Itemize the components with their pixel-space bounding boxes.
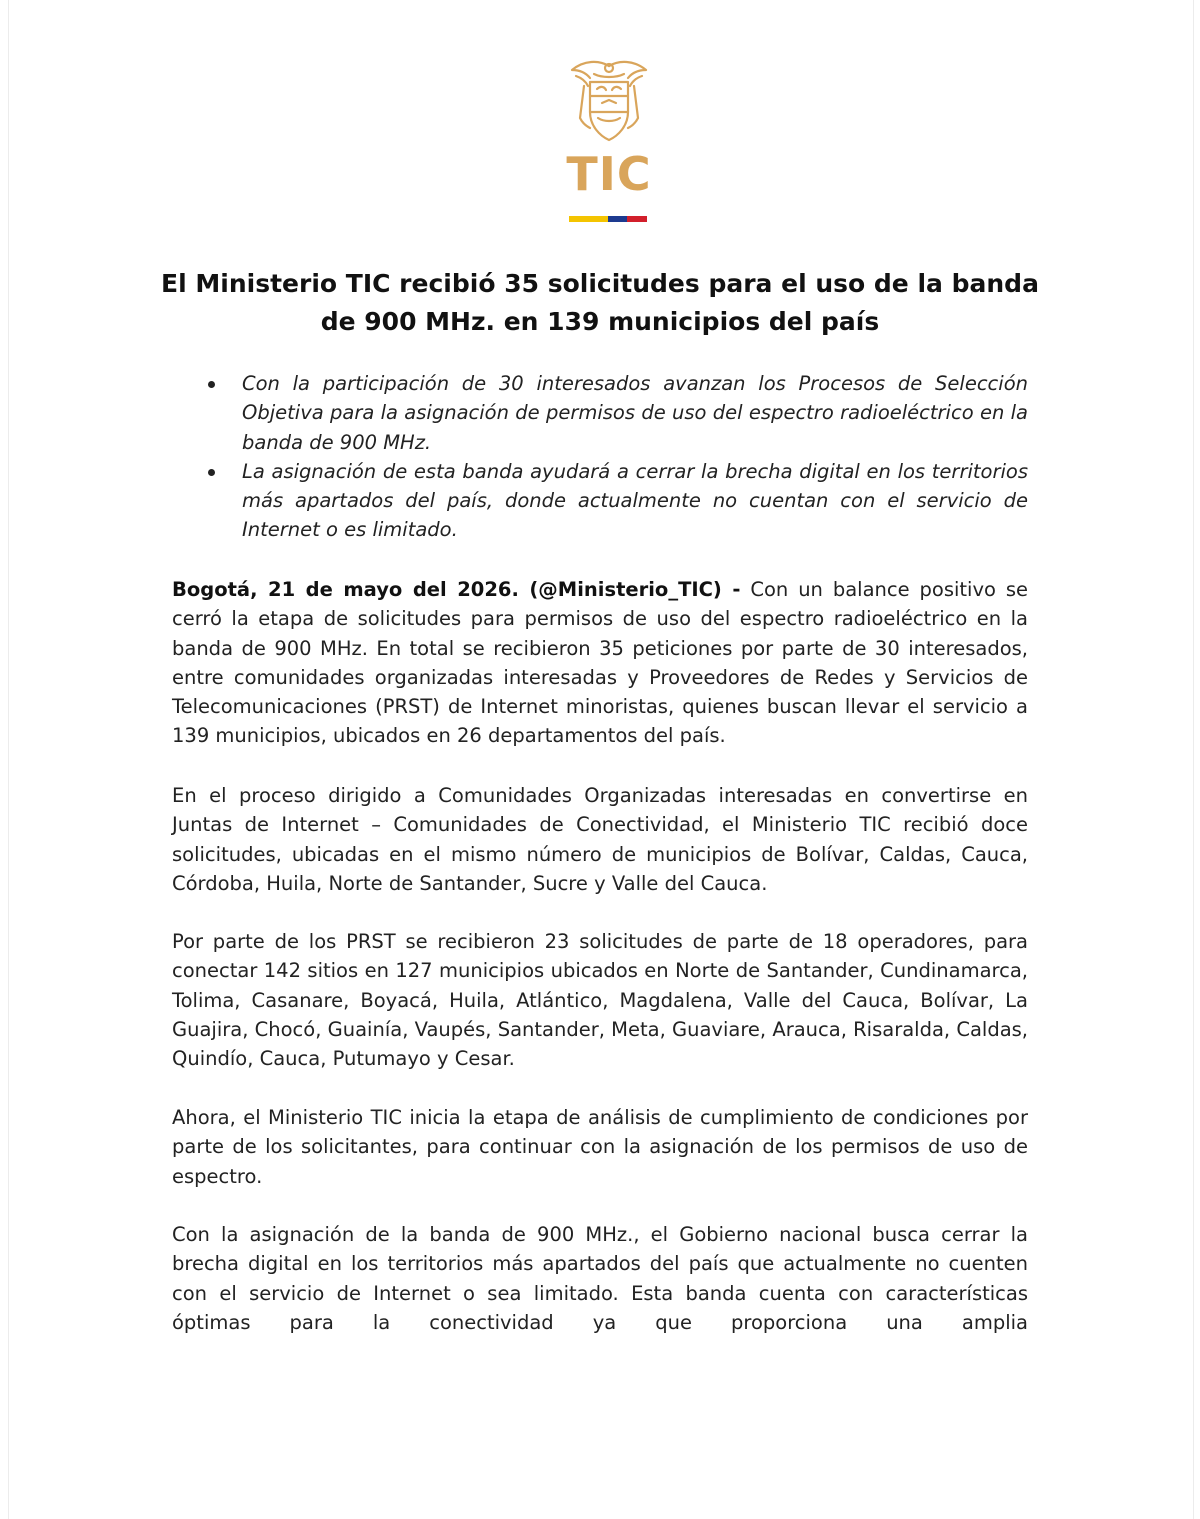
summary-bullet <box>172 457 1028 545</box>
tic-wordmark: TIC <box>566 147 652 201</box>
bullet-icon <box>208 469 215 476</box>
coat-of-arms-icon <box>564 56 654 146</box>
dateline: Bogotá, 21 de mayo del 2026. (@Ministerio_TIC) - <box>172 578 741 601</box>
summary-bullet-text: La asignación de esta banda ayudará a cerrar la brecha digital en los territorios más apartados del país, donde actualmente no cuentan con el servicio de Internet o es limitado. <box>242 459 1028 542</box>
summary-bullet-list <box>172 369 1028 545</box>
press-release-headline: El Ministerio TIC recibió 35 solicitudes para el uso de la banda de 900 MHz. en 139 municipios del país <box>161 269 1039 336</box>
body-paragraph: Con la asignación de la banda de 900 MHz., el Gobierno nacional busca cerrar la brecha digital en los territorios más apartados del país que actualmente no cuenten con el servicio de Internet o sea limitado. Esta banda cuenta con características óptimas para la conectividad ya que proporciona una amplia <box>172 1223 1028 1334</box>
colombia-flag-bar <box>569 216 647 222</box>
ministry-logo <box>564 56 654 226</box>
flag-blue-stripe <box>608 216 627 222</box>
bullet-icon <box>208 381 215 388</box>
body-paragraph: En el proceso dirigido a Comunidades Organizadas interesadas en convertirse en Juntas de Internet – Comunidades de Conectividad, el Ministerio TIC recibió doce solicitudes, ubicadas en el mismo número de municipios de Bolívar, Caldas, Cauca, Córdoba, Huila, Norte de Santander, Sucre y Valle del Cauca. <box>172 784 1028 895</box>
paragraph-text: Con un balance positivo se cerró la etapa de solicitudes para permisos de uso del espectro radioeléctrico en la banda de 900 MHz. En total se recibieron 35 peticiones por parte de 30 interesados, entre comunidades organizadas interesadas y Proveedores de Redes y Servicios de Telecomunicaciones (PRST) de Internet minoristas, quienes buscan llevar el servicio a 139 municipios, ubicados en 26 departamentos del país. <box>172 578 1029 748</box>
body-paragraph <box>172 575 1028 751</box>
flag-red-stripe <box>627 216 647 222</box>
body-paragraph: Ahora, el Ministerio TIC inicia la etapa de análisis de cumplimiento de condiciones por parte de los solicitantes, para continuar con la asignación de los permisos de uso de espectro. <box>172 1106 1028 1188</box>
flag-yellow-stripe <box>569 216 608 222</box>
body-paragraph: Por parte de los PRST se recibieron 23 solicitudes de parte de 18 operadores, para conectar 142 sitios en 127 municipios ubicados en Norte de Santander, Cundinamarca, Tolima, Casanare, Boyacá, Huila, Atlántico, Magdalena, Valle del Cauca, Bolívar, La Guajira, Chocó, Guainía, Vaupés, Santander, Meta, Guaviare, Arauca, Risaralda, Caldas, Quindío, Cauca, Putumayo y Cesar. <box>172 930 1028 1071</box>
summary-bullet <box>172 369 1028 457</box>
summary-bullet-text: Con la participación de 30 interesados avanzan los Procesos de Selección Objetiva para la asignación de permisos de uso del espectro radioeléctrico en la banda de 900 MHz. <box>242 372 1028 454</box>
